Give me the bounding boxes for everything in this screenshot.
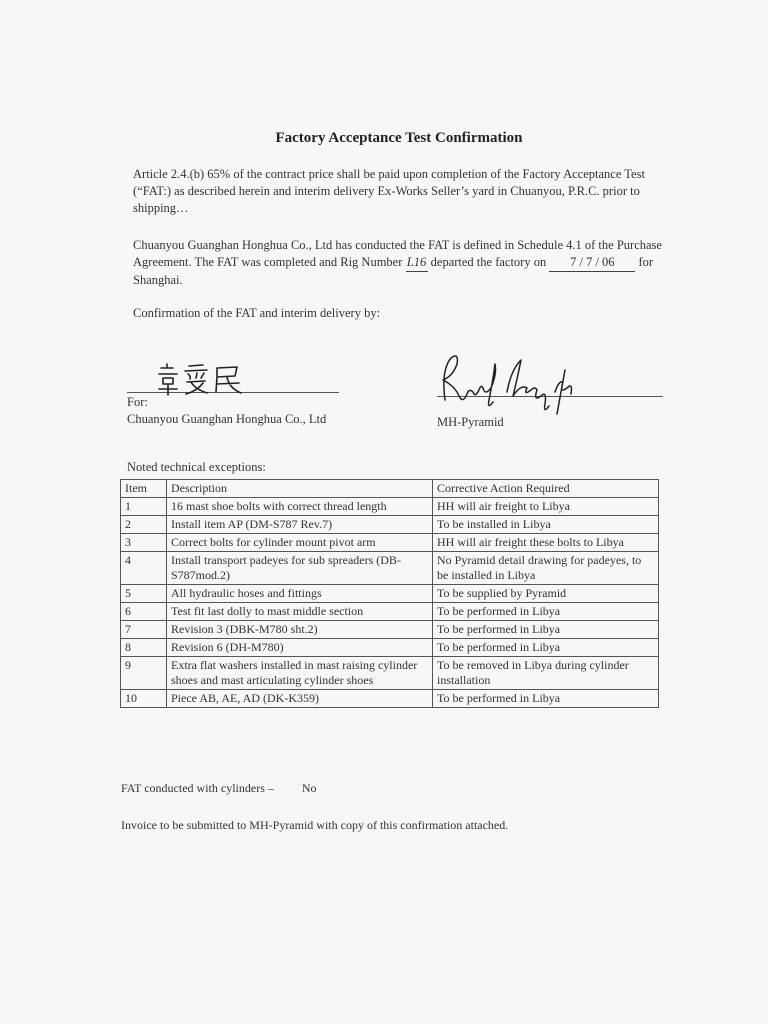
cell-description: All hydraulic hoses and fittings <box>167 585 433 603</box>
rig-number-field: L16 <box>406 254 428 272</box>
header-description: Description <box>167 480 433 498</box>
exceptions-table <box>120 479 659 708</box>
cell-description: Revision 6 (DH-M780) <box>167 639 433 657</box>
departure-date-field: 7 / 7 / 06 <box>549 254 635 272</box>
document-title: Factory Acceptance Test Confirmation <box>275 130 523 146</box>
table-row <box>121 603 659 621</box>
cell-description: Install item AP (DM-S787 Rev.7) <box>167 516 433 534</box>
fat-statement-paragraph <box>133 237 673 289</box>
header-item: Item <box>121 480 167 498</box>
cell-description: Correct bolts for cylinder mount pivot arm <box>167 534 433 552</box>
table-row <box>121 534 659 552</box>
article-paragraph: Article 2.4.(b) 65% of the contract price shall be paid upon completion of the Factory Acceptance Test (“FAT:) as described herein and interim delivery Ex-Works Seller’s yard in Chuanyou, P.R.C. prior to shipping… <box>133 167 645 215</box>
company-name-chuanyou: Chuanyou Guanghan Honghua Co., Ltd <box>127 412 327 426</box>
cell-item: 3 <box>121 534 167 552</box>
table-row <box>121 621 659 639</box>
cell-action: To be installed in Libya <box>433 516 659 534</box>
fat-statement-text-2: departed the factory on <box>427 255 550 269</box>
cell-item: 10 <box>121 690 167 708</box>
cell-action: HH will air freight to Libya <box>433 498 659 516</box>
header-corrective-action: Corrective Action Required <box>433 480 659 498</box>
fat-statement-text-3: for Shanghai. <box>133 255 654 287</box>
cell-action: To be supplied by Pyramid <box>433 585 659 603</box>
signature-block-chuanyou <box>127 362 339 427</box>
for-label: For: <box>127 395 148 409</box>
cell-item: 4 <box>121 552 167 585</box>
cell-item: 6 <box>121 603 167 621</box>
chinese-handwritten-signature <box>155 362 255 396</box>
cell-action: HH will air freight these bolts to Libya <box>433 534 659 552</box>
confirmation-paragraph: Confirmation of the FAT and interim delivery by: <box>133 306 381 320</box>
cell-item: 2 <box>121 516 167 534</box>
cell-action: To be performed in Libya <box>433 621 659 639</box>
table-row <box>121 657 659 690</box>
cell-description: 16 mast shoe bolts with correct thread length <box>167 498 433 516</box>
signature-line <box>127 362 339 393</box>
table-header-row <box>121 480 659 498</box>
table-row <box>121 516 659 534</box>
cell-item: 1 <box>121 498 167 516</box>
company-name-mh-pyramid: MH-Pyramid <box>437 415 504 429</box>
cell-action: To be removed in Libya during cylinder installation <box>433 657 659 690</box>
cell-item: 5 <box>121 585 167 603</box>
fat-cylinders-line <box>121 781 317 796</box>
cell-description: Extra flat washers installed in mast raising cylinder shoes and mast articulating cylinder shoes <box>167 657 433 690</box>
signature-line <box>437 350 663 397</box>
cell-description: Install transport padeyes for sub spreaders (DB-S787mod.2) <box>167 552 433 585</box>
cell-item: 9 <box>121 657 167 690</box>
table-row <box>121 690 659 708</box>
cell-description: Test fit last dolly to mast middle section <box>167 603 433 621</box>
exceptions-label: Noted technical exceptions: <box>127 460 266 474</box>
table-row <box>121 585 659 603</box>
fat-statement-text: Chuanyou Guanghan Honghua Co., Ltd has conducted the FAT is defined in Schedule 4.1 of the Purchase Agreement. The FAT was completed and Rig Number <box>133 238 662 269</box>
cell-action: To be performed in Libya <box>433 639 659 657</box>
handwritten-signature <box>437 350 587 416</box>
cell-item: 8 <box>121 639 167 657</box>
table-row <box>121 639 659 657</box>
cell-action: No Pyramid detail drawing for padeyes, to be installed in Libya <box>433 552 659 585</box>
cell-item: 7 <box>121 621 167 639</box>
table-row <box>121 498 659 516</box>
fat-cylinders-label: FAT conducted with cylinders – <box>121 781 274 795</box>
table-row <box>121 552 659 585</box>
cell-description: Piece AB, AE, AD (DK-K359) <box>167 690 433 708</box>
invoice-note: Invoice to be submitted to MH-Pyramid with copy of this confirmation attached. <box>121 818 509 832</box>
cell-description: Revision 3 (DBK-M780 sht.2) <box>167 621 433 639</box>
cell-action: To be performed in Libya <box>433 603 659 621</box>
cell-action: To be performed in Libya <box>433 690 659 708</box>
fat-cylinders-value: No <box>301 781 317 795</box>
signature-block-mh-pyramid <box>437 350 663 430</box>
